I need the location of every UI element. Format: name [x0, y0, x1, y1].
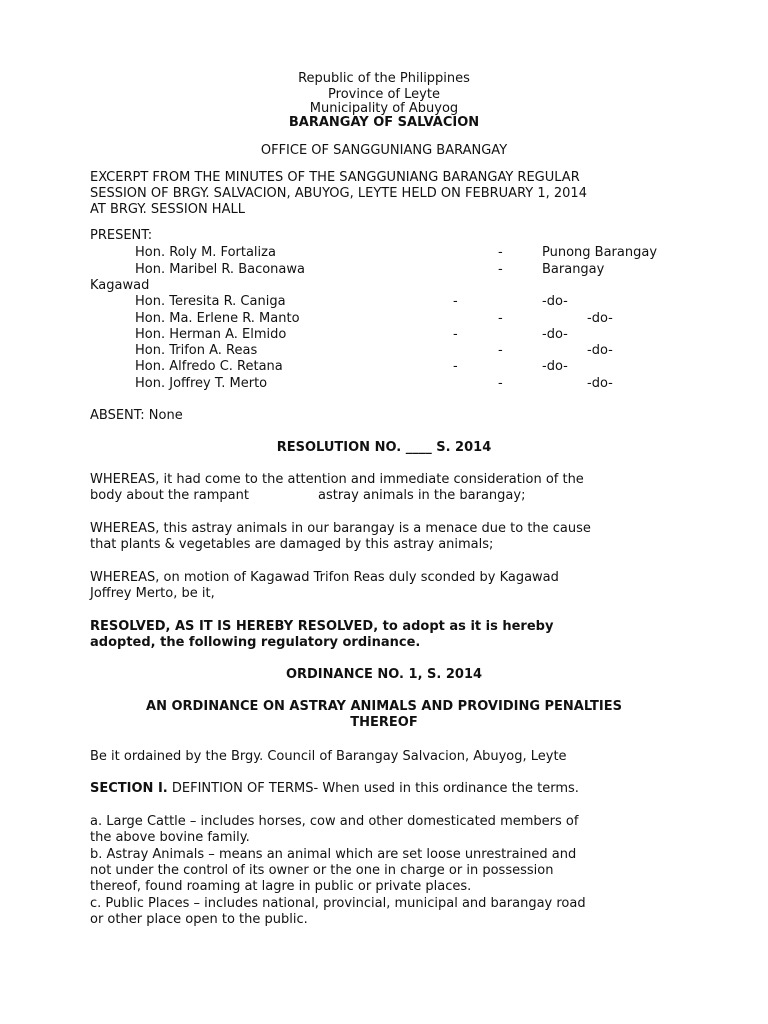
member-name: Hon. Teresita R. Caniga [135, 294, 286, 309]
absent-line: ABSENT: None [90, 408, 183, 423]
whereas-line: that plants & vegetables are damaged by this astray animals; [90, 537, 494, 552]
excerpt-line: SESSION OF BRGY. SALVACION, ABUYOG, LEYTE HELD ON FEBRUARY 1, 2014 [90, 186, 587, 201]
whereas-line: WHEREAS, it had come to the attention and immediate consideration of the [90, 472, 584, 487]
member-name: Hon. Herman A. Elmido [135, 327, 287, 342]
whereas-line: astray animals in the barangay; [318, 488, 526, 503]
member-dash: - [498, 343, 503, 358]
member-name: Hon. Roly M. Fortaliza [135, 245, 276, 260]
definition-line: c. Public Places – includes national, provincial, municipal and barangay road [90, 896, 586, 911]
whereas-line: Joffrey Merto, be it, [90, 586, 215, 601]
member-name: Hon. Ma. Erlene R. Manto [135, 311, 300, 326]
member-position: -do- [587, 343, 613, 358]
whereas-line: WHEREAS, this astray animals in our barangay is a menace due to the cause [90, 521, 591, 536]
header-republic: Republic of the Philippines [298, 71, 470, 86]
member-position: -do- [542, 359, 568, 374]
member-name: Hon. Trifon A. Reas [135, 343, 258, 358]
office-title: OFFICE OF SANGGUNIANG BARANGAY [260, 143, 508, 158]
member-name: Hon. Maribel R. Baconawa [135, 262, 305, 277]
member-dash: - [453, 327, 458, 342]
member-position: -do- [587, 311, 613, 326]
resolved-line: RESOLVED, AS IT IS HEREBY RESOLVED, to adopt as it is hereby [90, 619, 554, 634]
whereas-line: body about the rampant [90, 488, 249, 503]
member-dash: - [498, 376, 503, 391]
member-position: -do- [542, 327, 568, 342]
definition-line: not under the control of its owner or the one in charge or in possession [90, 863, 554, 878]
resolved-line: adopted, the following regulatory ordinance. [90, 635, 421, 650]
ordained-line: Be it ordained by the Brgy. Council of Barangay Salvacion, Abuyog, Leyte [90, 749, 567, 764]
excerpt-line: EXCERPT FROM THE MINUTES OF THE SANGGUNIANG BARANGAY REGULAR [90, 170, 580, 185]
definition-line: or other place open to the public. [90, 912, 308, 927]
section-1-label: SECTION I. [90, 781, 168, 796]
ordinance-subtitle: AN ORDINANCE ON ASTRAY ANIMALS AND PROVIDING PENALTIES [146, 699, 622, 714]
member-position-wrap: Kagawad [90, 278, 150, 293]
header-municipality: Municipality of Abuyog [309, 101, 459, 116]
member-position: -do- [587, 376, 613, 391]
ordinance-subtitle: THEREOF [350, 715, 418, 730]
member-dash: - [453, 359, 458, 374]
member-position: -do- [542, 294, 568, 309]
section-1-text: DEFINTION OF TERMS- When used in this ordinance the terms. [167, 781, 579, 796]
member-name: Hon. Alfredo C. Retana [135, 359, 283, 374]
ordinance-title: ORDINANCE NO. 1, S. 2014 [285, 667, 483, 682]
section-1-heading [90, 781, 579, 797]
definition-line: b. Astray Animals – means an animal which are set loose unrestrained and [90, 847, 577, 862]
member-position: Punong Barangay [542, 245, 658, 260]
member-dash: - [498, 262, 503, 277]
definition-line: thereof, found roaming at lagre in public or private places. [90, 879, 472, 894]
whereas-line: WHEREAS, on motion of Kagawad Trifon Reas duly sconded by Kagawad [90, 570, 559, 585]
header-province: Province of Leyte [328, 87, 440, 102]
definition-line: a. Large Cattle – includes horses, cow and other domesticated members of [90, 814, 579, 829]
member-dash: - [453, 294, 458, 309]
header-barangay: BARANGAY OF SALVACION [288, 115, 480, 130]
resolution-title: RESOLUTION NO. ____ S. 2014 [276, 440, 492, 455]
member-position: Barangay [542, 262, 605, 277]
definition-line: the above bovine family. [90, 830, 250, 845]
excerpt-line: AT BRGY. SESSION HALL [90, 202, 245, 217]
member-dash: - [498, 245, 503, 260]
member-name: Hon. Joffrey T. Merto [135, 376, 268, 391]
member-dash: - [498, 311, 503, 326]
present-label: PRESENT: [90, 228, 153, 243]
